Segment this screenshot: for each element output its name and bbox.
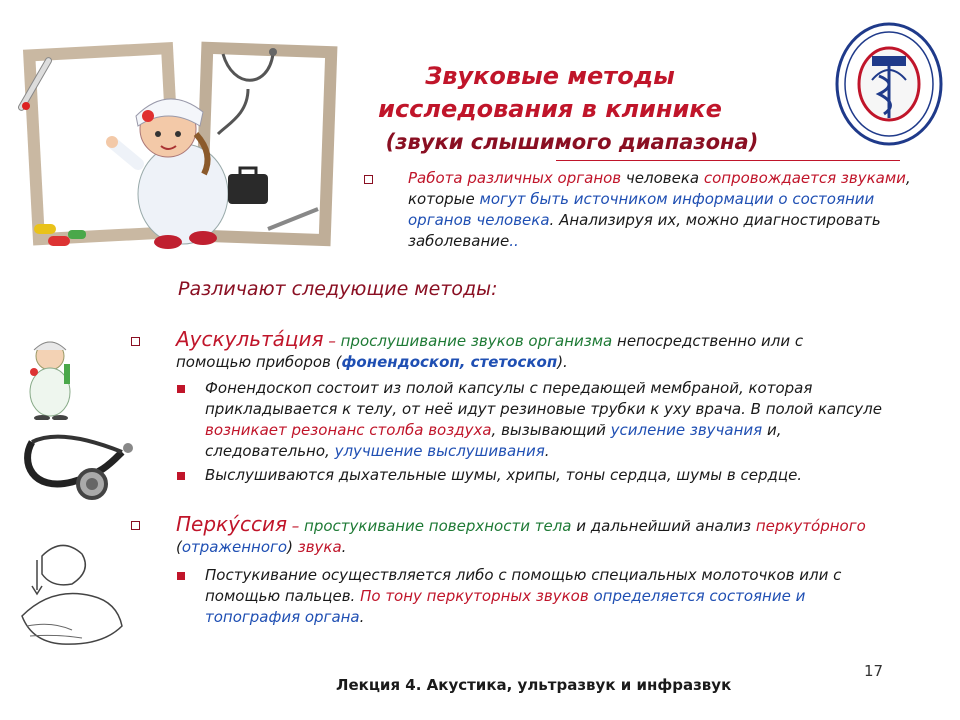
title-line-3: (звуки слышимого диапазона) [385, 130, 759, 154]
perc-sub-text-d: определяется состояние и топография органа [205, 587, 806, 626]
intro-text-1: Работа различных органов [408, 169, 622, 187]
intro-text-6: . Анализируя их, можно диагностировать заболевание [408, 211, 881, 250]
doctor-figure-image [14, 334, 86, 420]
percussion-text-3: ) [287, 538, 298, 556]
auscultation-term: Аускульта́ция [176, 327, 324, 351]
sub1-text-e: и, следовательно, [205, 421, 782, 460]
intro-paragraph [408, 168, 928, 252]
percussion-term-2: перкуто́рного [755, 517, 866, 535]
percussion-sub-bullet-1 [177, 572, 185, 580]
sub1-text-g: . [544, 442, 550, 460]
slide-title [330, 60, 770, 159]
perc-sub-text-e: . [359, 608, 365, 626]
percussion-text-1: и дальнейший анализ [571, 517, 756, 535]
auscultation-text-2: ). [557, 353, 568, 371]
percussion-dash: – [286, 517, 305, 535]
intro-text-5: могут быть источником информации о состоянии органов человека [408, 190, 875, 229]
title-line-2: исследования в клинике [378, 95, 722, 123]
auscultation-sub-paragraph-2: Выслушиваются дыхательные шумы, хрипы, тоны сердца, шумы в сердце. [205, 466, 803, 484]
auscultation-dash: – [323, 332, 341, 350]
sub1-text-d: усиление звучания [610, 421, 763, 439]
intro-text-4: , которые [408, 169, 911, 208]
auscultation-bullet [131, 337, 140, 346]
methods-heading: Различают следующие методы: [178, 278, 498, 300]
auscultation-sub-bullet-1 [177, 385, 185, 393]
percussion-term: Перку́ссия [176, 512, 287, 536]
stethoscope-image [12, 422, 150, 506]
university-seal-logo [834, 20, 944, 148]
perc-sub-text-b: По тону перкуторных звуков [360, 587, 589, 605]
auscultation-paragraph [176, 329, 876, 373]
footer-lecture-title: Лекция 4. Акустика, ультразвук и инфразвук [336, 676, 732, 694]
sub1-text-b: возникает резонанс столба воздуха [205, 421, 492, 439]
title-line-1: Звуковые методы [425, 62, 675, 90]
percussion-sound: звука [297, 538, 342, 556]
intro-text-3: сопровождается звуками [703, 169, 906, 187]
percussion-definition: простукивание поверхности тела [304, 517, 572, 535]
title-underline [556, 160, 900, 161]
sub1-text-f: улучшение выслушивания [334, 442, 545, 460]
doctor-illustration [18, 34, 342, 252]
percussion-reflected: отраженного [181, 538, 288, 556]
auscultation-definition: прослушивание звуков организма [340, 332, 613, 350]
percussion-sub-paragraph-1 [205, 565, 905, 628]
intro-bullet [364, 175, 373, 184]
percussion-bullet [131, 521, 140, 530]
percussion-hands-sketch [12, 526, 130, 662]
percussion-text-2: ( [176, 538, 182, 556]
auscultation-text-1: непосредственно или с помощью приборов ( [176, 332, 804, 371]
page-number: 17 [864, 662, 884, 680]
intro-text-7: .. [509, 232, 519, 250]
perc-sub-text-a: Постукивание осуществляется либо с помощью специальных молоточков или с помощью пальцев. [205, 566, 842, 605]
sub1-text-c: , вызывающий [491, 421, 611, 439]
auscultation-sub-paragraph-1 [205, 378, 905, 462]
auscultation-devices: фонендоскоп, стетоскоп [341, 353, 558, 371]
sub1-text-a: Фонендоскоп состоит из полой капсулы с передающей мембраной, которая прикладывается к телу, от неё идут резиновые трубки к уху врача. В полой капсуле [205, 379, 882, 418]
auscultation-sub-bullet-2 [177, 472, 185, 480]
intro-text-2: человека [621, 169, 704, 187]
percussion-text-4: . [341, 538, 347, 556]
percussion-paragraph [176, 514, 896, 558]
